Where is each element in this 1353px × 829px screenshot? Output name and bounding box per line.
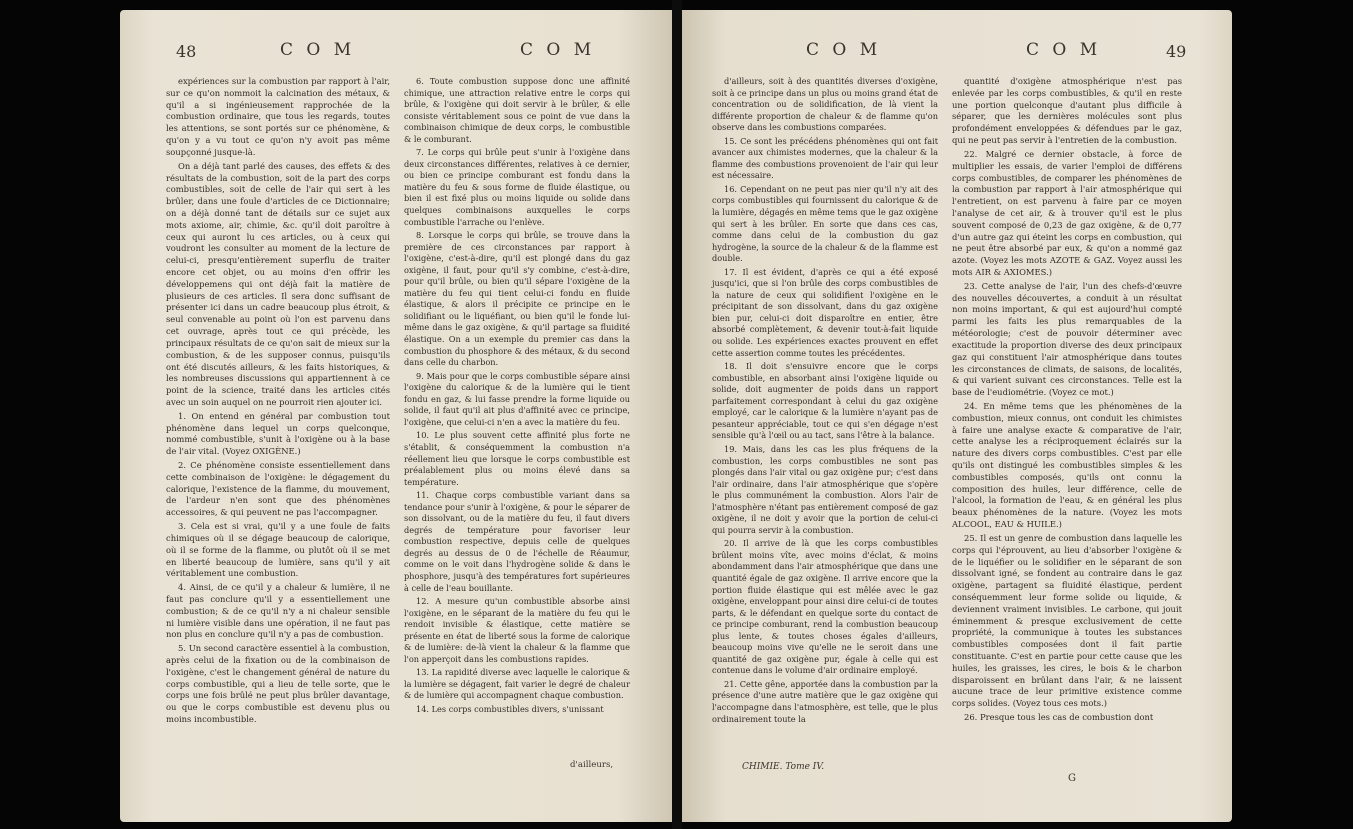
paragraph: d'ailleurs, soit à des quantités diverses d'oxigène, soit à ce principe dans un plus ou moins grand état de concentration ou de solidification, de là vient la différente proportion de chaleur & de flamme qu'on observe dans les combustions comparées. [712, 76, 938, 133]
paragraph: On a déjà tant parlé des causes, des effets & des résultats de la combustion, soit de la part des corps combustibles, soit de celle de l'air qui sert à les brûler, dans une foule d'articles de ce Dictionnaire; on a déjà donné tant de détails sur ce sujet aux mots axiome, air, chimie, &c. qu'il doit paroître à ceux qui auront lu ces articles, ou à ceux qui voudront les consulter au moment de la lecture de celui-ci, presqu'entièrement superflu de traiter encore cet objet, ou au moins d'en offrir les développemens qui ont déjà fait la matière de plusieurs de ces articles. Il sera donc suffisant de présenter ici dans un cadre beaucoup plus étroit, & seul convenable au point où l'on est parvenu dans cet ouvrage, après tout ce qui précède, les principaux résultats de ce qu'on sait de mieux sur la combustion, & de les supposer connus, puisqu'ils ont été discutés ailleurs, & les faits historiques, & les nombreuses discussions qui appartiennent à ce point de la science, traité dans les articles cités avec un soin auquel on ne pourroit rien ajouter ici. [166, 160, 390, 407]
paragraph: 6. Toute combustion suppose donc une affinité chimique, une attraction relative entre le corps qui brûle, & l'oxigène qui doit servir à le brûler, & elle consiste véritablement sous ce point de vue dans la combinaison chimique de deux corps, le combustible & le comburant. [404, 76, 630, 144]
left-page-column-2 [404, 76, 630, 718]
right-page-column-1 [712, 76, 938, 727]
paragraph: 7. Le corps qui brûle peut s'unir à l'oxigène dans deux circonstances différentes, relatives à ce dernier, ou bien ce principe comburant est fondu dans la matière du feu & sous forme de fluide élastique, ou bien il est fixé plus ou moins liquide ou solide dans quelques combinaisons auxquelles le corps combustible l'arrache ou l'enlève. [404, 147, 630, 227]
paragraph: 25. Il est un genre de combustion dans laquelle les corps qui l'éprouvent, au lieu d'absorber l'oxigène & de le liquéfier ou le solidifier en le séparant de son dissolvant igné, se fondent au contraire dans le gaz oxigène, partagent sa fluidité élastique, perdent conséquemment leur forme solide ou liquide, & deviennent vraiment invisibles. Le carbone, qui jouit éminemment & presque exclusivement de cette propriété, la communique à toutes les substances combustibles composées dont il fait partie constituante. C'est en partie pour cette cause que les huiles, les graisses, les cires, le bois & le charbon disparoissent en brûlant dans l'air, & ne laissent aucune trace de leur primitive existence comme corps solides. (Voyez tous ces mots.) [952, 532, 1182, 709]
paragraph: 20. Il arrive de là que les corps combustibles brûlent moins vîte, avec moins d'éclat, & moins abondamment dans l'air atmosphérique que dans une quantité égale de gaz oxigène. Il arrive encore que la portion fluide élastique qui est mêlée avec le gaz oxigène, enveloppant pour ainsi dire celui-ci de toutes parts, & le défendant en quelque sorte du contact de ce principe comburant, rend la combustion beaucoup plus lente, & toutes choses égales d'ailleurs, beaucoup moins vive qu'elle ne le seroit dans une quantité de gaz oxigène pur, égale à celle qui est contenue dans le volume d'air ordinaire employé. [712, 538, 938, 676]
paragraph: 4. Ainsi, de ce qu'il y a chaleur & lumière, il ne faut pas conclure qu'il y a essentiellement une combustion; & de ce qu'il n'y a ni chaleur sensible ni lumière visible dans une opération, il ne faut pas non plus en conclure qu'il n'y a pas de combustion. [166, 582, 390, 640]
right-page-column-2 [952, 76, 1182, 726]
paragraph: 8. Lorsque le corps qui brûle, se trouve dans la première de ces circonstances par rapport à l'oxigène, c'est-à-dire, qu'il est plongé dans du gaz oxigène, il faut, pour qu'il s'y combine, c'est-à-dire, pour qu'il brûle, ou bien qu'il sépare l'oxigène de la matière du feu qui tient celui-ci fondu en fluide élastique, & alors il précipite ce principe en le solidifiant ou le liquéfiant, ou bien qu'il le fonde lui-même dans le gaz oxigène, & qu'il partage sa fluidité élastique. On a un exemple du premier cas dans la combustion du phosphore & des métaux, & du second dans celle du charbon. [404, 230, 630, 368]
paragraph: 12. A mesure qu'un combustible absorbe ainsi l'oxigène, en le séparant de la matière du feu qui le rendoit invisible & élastique, cette matière se présente en état de liberté sous la forme de calorique & de lumière: de-là vient la chaleur & la flamme que l'on apperçoit dans les combustions rapides. [404, 596, 630, 664]
paragraph: 16. Cependant on ne peut pas nier qu'il n'y ait des corps combustibles qui fournissent du calorique & de la lumière, dégagés en même tems que le gaz oxigène qui sert à les brûler. En sorte que dans ces cas, comme dans celui de la combustion du gaz hydrogène, la source de la chaleur & de la flamme est double. [712, 183, 938, 264]
paragraph: quantité d'oxigène atmosphérique n'est pas enlevée par les corps combustibles, & qu'il en reste une portion quelconque d'autant plus difficile à séparer, que les dernières molécules sont plus profondément enveloppées & défendues par le gaz, qui ne peut pas servir à l'entretien de la combustion. [952, 76, 1182, 146]
paragraph: 10. Le plus souvent cette affinité plus forte ne s'établit, & conséquemment la combustion n'a réellement lieu que lorsque le corps combustible est préalablement plus ou moins élevé dans sa température. [404, 430, 630, 487]
running-head-left-a: C O M [280, 40, 356, 60]
paragraph: 17. Il est évident, d'après ce qui a été exposé jusqu'ici, que si l'on brûle des corps combustibles de la nature de ceux qui solidifient l'oxigène en le précipitant de son dissolvant, dans du gaz oxigène bien pur, celui-ci doit disparoître en entier, être absorbé complètement, & devenir tout-à-fait liquide ou solide. Les expériences exactes prouvent en effet cette assertion comme toutes les précédentes. [712, 266, 938, 358]
paragraph: 13. La rapidité diverse avec laquelle le calorique & la lumière se dégagent, fait varier le degré de chaleur & de lumière qui accompagnent chaque combustion. [404, 667, 630, 701]
paragraph: 3. Cela est si vrai, qu'il y a une foule de faits chimiques où il se dégage beaucoup de calorique, où il se forme de la flamme, ou plutôt où il se met en liberté beaucoup de lumière, sans qu'il y ait véritablement une combustion. [166, 521, 390, 579]
paragraph: 9. Mais pour que le corps combustible sépare ainsi l'oxigène du calorique & de la lumière qui le tient fondu en gaz, & lui fasse prendre la forme liquide ou solide, il faut qu'il ait plus d'affinité avec ce principe, l'oxigène, que celui-ci n'en a avec la matière du feu. [404, 370, 630, 427]
left-page-column-1 [166, 76, 390, 728]
running-head-right-a: C O M [806, 40, 882, 60]
page-number-right: 49 [1166, 42, 1187, 61]
paragraph: 21. Cette gêne, apportée dans la combustion par la présence d'une autre matière que le gaz oxigène qui l'accompagne dans l'atmosphère, est telle, que le plus ordinairement toute la [712, 678, 938, 724]
paragraph: 5. Un second caractère essentiel à la combustion, après celui de la fixation ou de la combinaison de l'oxigène, c'est le changement général de nature du corps combustible, qui a lieu de telle sorte, que le corps une fois brûlé ne peut plus brûler davantage, ou que le corps combustible est devenu plus ou moins incombustible. [166, 643, 390, 725]
volume-footer: CHIMIE. Tome IV. [742, 762, 825, 772]
right-page [682, 10, 1232, 822]
paragraph: 23. Cette analyse de l'air, l'un des chefs-d'œuvre des nouvelles découvertes, a conduit à un résultat non moins important, & qui est aujourd'hui compté parmi les faits les plus remarquables de la météorologie; c'est de pouvoir déterminer avec exactitude la proportion diverse des deux principaux gaz qui constituent l'air atmosphérique dans toutes les circonstances de climats, de saisons, de localités, & qui varient suivant ces circonstances. Telle est la base de l'eudiométrie. (Voyez ce mot.) [952, 280, 1182, 398]
paragraph: 14. Les corps combustibles divers, s'unissant [416, 703, 604, 714]
paragraph: 24. En même tems que les phénomènes de la combustion, mieux connus, ont conduit les chimistes à faire une analyse exacte & comparative de l'air, cette analyse les a réciproquement éclairés sur la nature des divers corps combustibles. C'est par elle qu'ils ont distingué les combustibles simples & les combustibles composés, qu'ils ont connu la composition des huiles, leur différence, celle de l'alcool, la formation de l'eau, & en général les plus beaux phénomènes de la nature. (Voyez les mots ALCOOL, EAU & HUILE.) [952, 400, 1182, 530]
running-head-right-b: C O M [1026, 40, 1102, 60]
paragraph: 11. Chaque corps combustible variant dans sa tendance pour s'unir à l'oxigène, & pour le séparer de son dissolvant, ou de la matière du feu, il faut divers degrés de température pour favoriser leur combustion respective, depuis celle de quelques degrés au dessus de 0 de l'échelle de Réaumur, comme on le voit dans l'hydrogène solide & dans le phosphore, jusqu'à des températures fort supérieures à celle de l'eau bouillante. [404, 490, 630, 593]
paragraph: 18. Il doit s'ensuivre encore que le corps combustible, en absorbant ainsi l'oxigène liquide ou solide, doit augmenter de poids dans un rapport parfaitement correspondant à celui du gaz oxigène employé, car le calorique & la lumière n'ayant pas de pesanteur appréciable, tout ce qui s'en dégage n'est sensible qu'à l'œil ou au tact, sans l'être à la balance. [712, 361, 938, 441]
paragraph: 26. Presque tous les cas de combustion dont [964, 712, 1154, 723]
catchword: d'ailleurs, [570, 760, 614, 770]
paragraph: 2. Ce phénomène consiste essentiellement dans cette combinaison de l'oxigène: le dégagement du calorique, l'existence de la flamme, du mouvement, de l'ardeur n'en sont que des phénomènes accessoires, & qui peuvent ne pas l'accompagner. [166, 460, 390, 518]
paragraph: 1. On entend en général par combustion tout phénomène dans lequel un corps quelconque, nommé combustible, s'unit à l'oxigène ou à la base de l'air vital. (Voyez OXIGÈNE.) [166, 410, 390, 457]
book-gutter [672, 0, 682, 829]
signature-mark: G [1068, 773, 1076, 784]
running-head-left-b: C O M [520, 40, 596, 60]
page-number-left: 48 [176, 42, 197, 61]
paragraph: 19. Mais, dans les cas les plus fréquens de la combustion, les corps combustibles ne sont pas plongés dans l'air vital ou gaz oxigène pur; c'est dans l'air ordinaire, dans l'air atmosphérique que s'opère le plus communément la combustion. Alors l'air de l'atmosphère n'étant pas entièrement composé de gaz oxigène, il ne doit y avoir que la portion de celui-ci qui pourra servir à la combustion. [712, 443, 938, 535]
paragraph: 22. Malgré ce dernier obstacle, à force de multiplier les essais, de varier l'emploi de différens corps combustibles, de comparer les phénomènes de la combustion par rapport à l'air atmosphérique qui l'entretient, on est parvenu à faire par ce moyen l'analyse de cet air, & à trouver qu'il est le plus souvent composé de 0,23 de gaz oxigène, & de 0,77 d'un autre gaz qui éteint les corps en combustion, qui ne peut être absorbé par eux, & qu'on a nommé gaz azote. (Voyez les mots AZOTE & GAZ. Voyez aussi les mots AIR & AXIOMES.) [952, 148, 1182, 277]
left-page [120, 10, 672, 822]
paragraph: expériences sur la combustion par rapport à l'air, sur ce qu'on nommoit la calcination des métaux, & qu'il a si ingénieusement rapprochée de la combustion ordinaire, que tous les regards, toutes les attentions, se sont portés sur ce phénomène, & qu'on y a vu tout ce qu'on n'y avoit pas même soupçonné jusque-là. [166, 76, 390, 157]
paragraph: 15. Ce sont les précédens phénomènes qui ont fait avancer aux chimistes modernes, que la chaleur & la flamme des combustions provenoient de l'air qui leur est nécessaire. [712, 135, 938, 181]
